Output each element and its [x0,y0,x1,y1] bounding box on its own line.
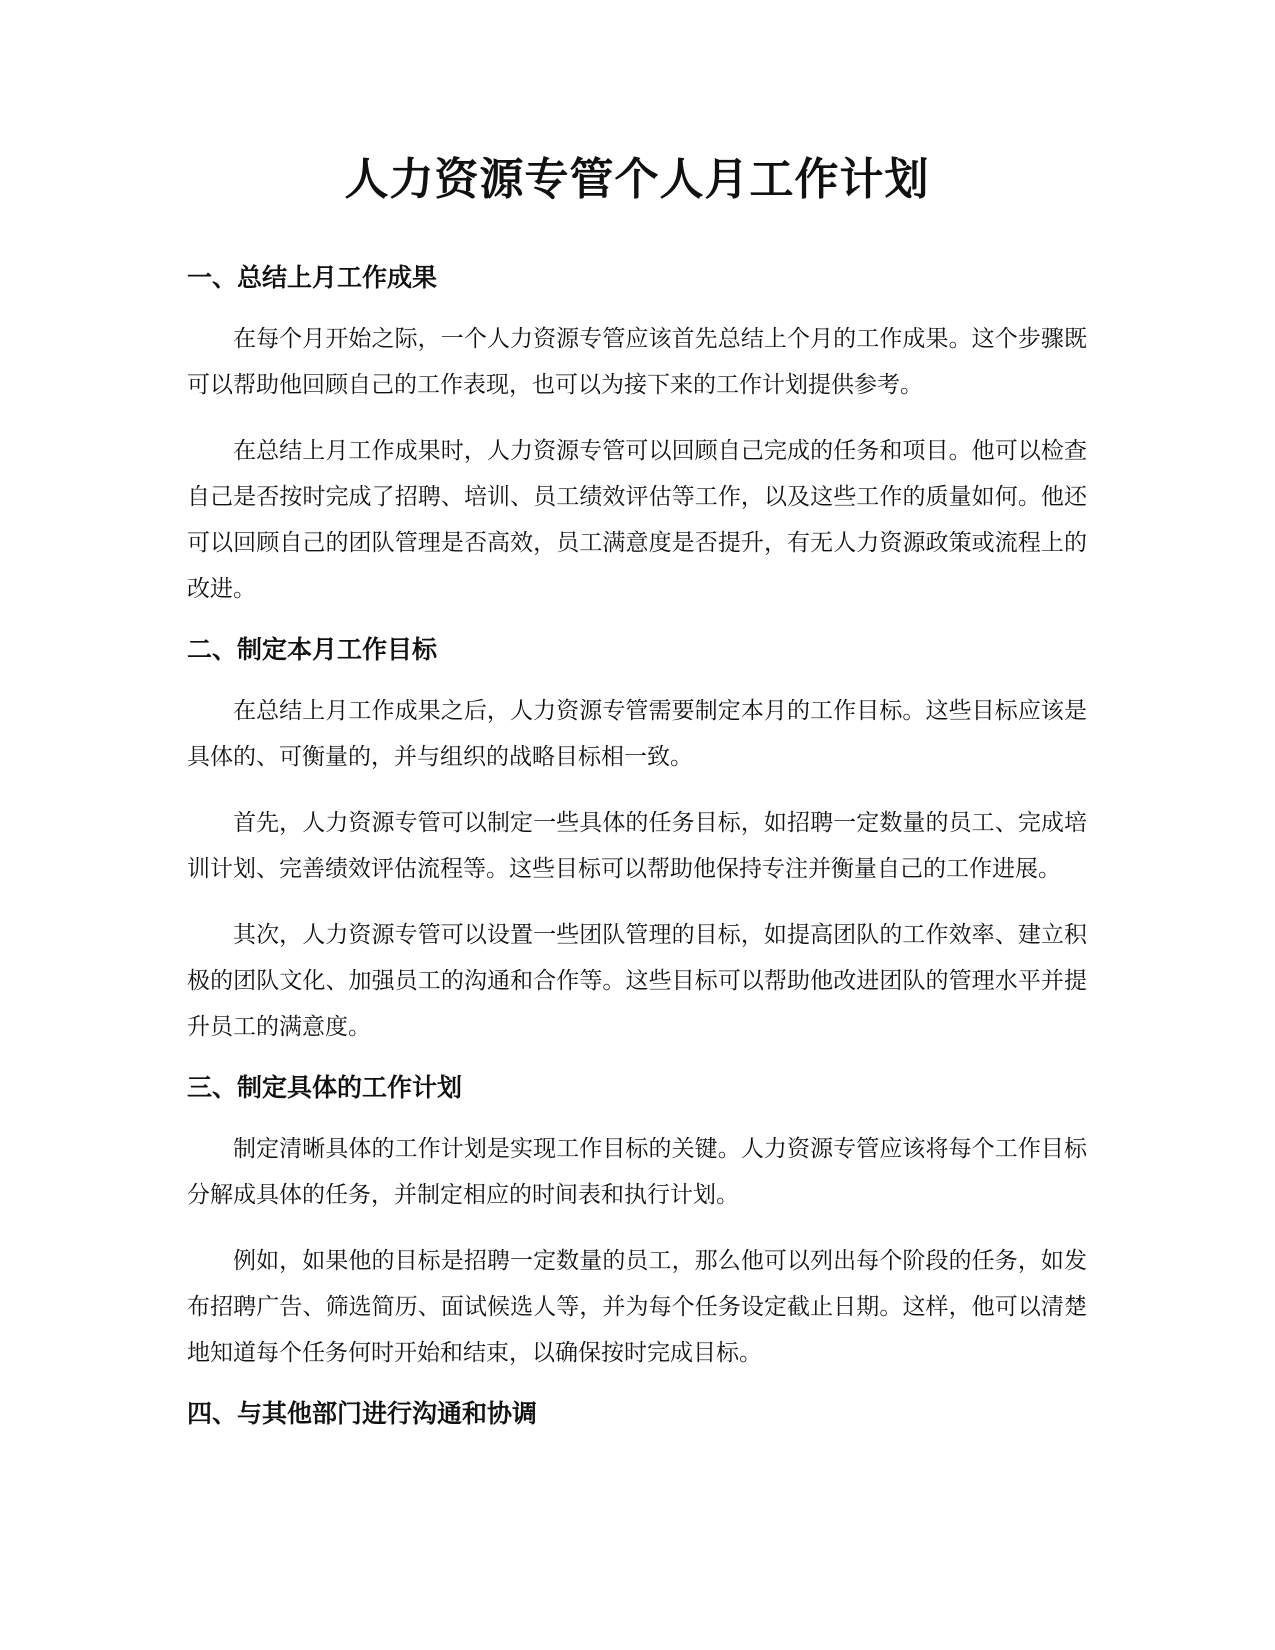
document-content [187,140,1087,1452]
section-heading: 一、总结上月工作成果 [187,263,438,292]
paragraph: 首先，人力资源专管可以制定一些具体的任务目标，如招聘一定数量的员工、完成培训计划、完善绩效评估流程等。这些目标可以帮助他保持专注并衡量自己的工作进展。 [187,810,1087,882]
section-goals [187,632,1087,1050]
paragraph: 制定清晰具体的工作计划是实现工作目标的关键。人力资源专管应该将每个工作目标分解成具体的任务，并制定相应的时间表和执行计划。 [187,1136,1087,1208]
paragraph: 其次，人力资源专管可以设置一些团队管理的目标，如提高团队的工作效率、建立积极的团队文化、加强员工的沟通和合作等。这些目标可以帮助他改进团队的管理水平并提升员工的满意度。 [187,922,1087,1040]
paragraph: 在每个月开始之际，一个人力资源专管应该首先总结上个月的工作成果。这个步骤既可以帮助他回顾自己的工作表现，也可以为接下来的工作计划提供参考。 [187,326,1087,398]
section-communication [187,1396,1087,1432]
section-heading: 四、与其他部门进行沟通和协调 [187,1399,538,1428]
paragraph: 在总结上月工作成果之后，人力资源专管需要制定本月的工作目标。这些目标应该是具体的、可衡量的，并与组织的战略目标相一致。 [187,698,1087,770]
section-summary [187,260,1087,612]
paragraph: 例如，如果他的目标是招聘一定数量的员工，那么他可以列出每个阶段的任务，如发布招聘广告、筛选简历、面试候选人等，并为每个任务设定截止日期。这样，他可以清楚地知道每个任务何时开始和结束，以确保按时完成目标。 [187,1248,1087,1366]
section-plan [187,1070,1087,1376]
section-heading: 三、制定具体的工作计划 [187,1073,463,1102]
section-heading: 二、制定本月工作目标 [187,635,438,664]
paragraph: 在总结上月工作成果时，人力资源专管可以回顾自己完成的任务和项目。他可以检查自己是否按时完成了招聘、培训、员工绩效评估等工作，以及这些工作的质量如何。他还可以回顾自己的团队管理是否高效，员工满意度是否提升，有无人力资源政策或流程上的改进。 [187,438,1087,602]
document-title: 人力资源专管个人月工作计划 [344,154,930,205]
